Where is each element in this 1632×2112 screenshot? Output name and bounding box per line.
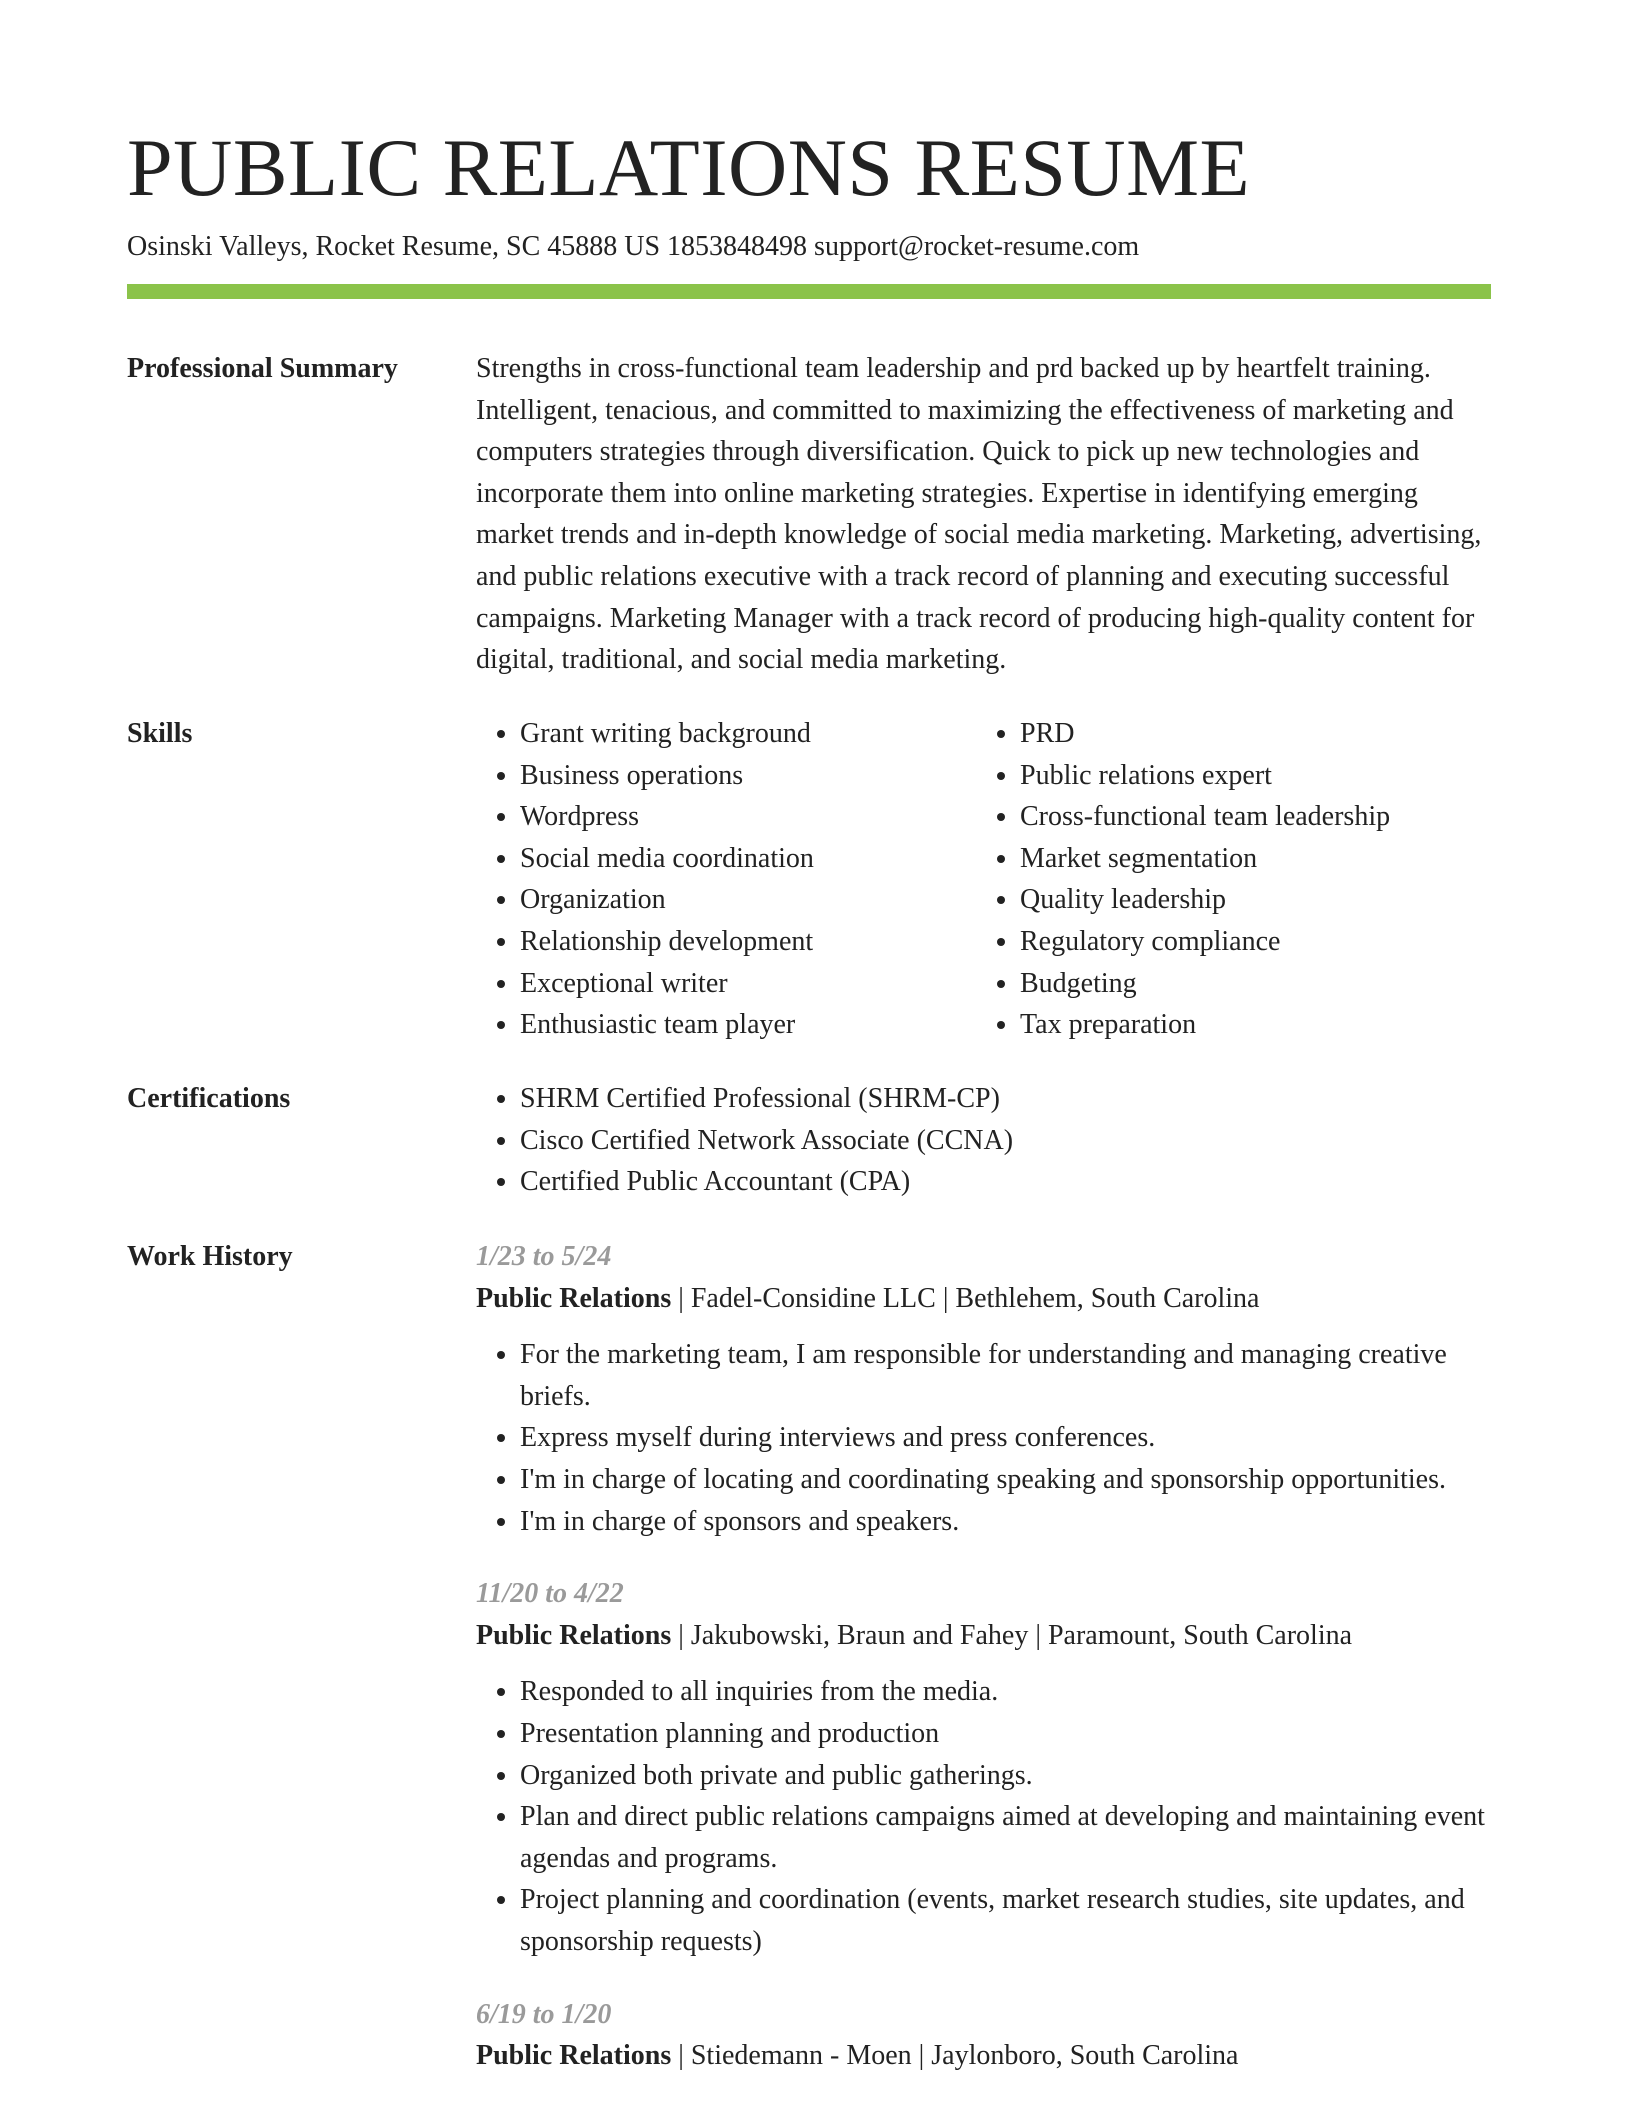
skills-label: Skills — [127, 718, 193, 749]
skill-item: • Exceptional writer — [520, 963, 976, 1005]
job-details: | Stiedemann - Moen | Jaylonboro, South Carolina — [671, 2040, 1239, 2072]
job-entry — [476, 1236, 1491, 1542]
summary-body — [476, 348, 1491, 681]
job-bullet: • Organized both private and public gatherings. — [520, 1755, 1491, 1797]
job-heading — [476, 1278, 1491, 1320]
job-details: | Fadel-Considine LLC | Bethlehem, South Carolina — [671, 1282, 1260, 1314]
job-date: 1/23 to 5/24 — [476, 1241, 612, 1272]
job-bullet: • Presentation planning and production — [520, 1713, 1491, 1755]
skill-item: • Social media coordination — [520, 838, 976, 880]
summary-label: Professional Summary — [127, 353, 398, 384]
job-details: | Jakubowski, Braun and Fahey | Paramount, South Carolina — [671, 1619, 1353, 1651]
job-bullet: • I'm in charge of sponsors and speakers. — [520, 1501, 1491, 1543]
skills-list-right — [976, 713, 1476, 1046]
job-heading — [476, 2035, 1491, 2077]
certification-item: • Certified Public Accountant (CPA) — [520, 1161, 1491, 1203]
job-entry — [476, 1573, 1491, 1962]
skills-list-left — [476, 713, 976, 1046]
job-entry — [476, 1994, 1491, 2077]
skills-column-left — [476, 713, 976, 1046]
job-date: 11/20 to 4/22 — [476, 1578, 624, 1610]
certification-item: • Cisco Certified Network Associate (CCNA) — [520, 1120, 1491, 1162]
work-history-body — [476, 1236, 1491, 2108]
skill-item: • Wordpress — [520, 796, 976, 838]
job-bullet: • Responded to all inquiries from the media. — [520, 1671, 1491, 1713]
skills-column-right — [976, 713, 1476, 1046]
job-bullets — [476, 1334, 1491, 1542]
job-bullet: • Project planning and coordination (events, market research studies, site updates, and sponsorship requests) — [520, 1879, 1491, 1962]
resume-title: PUBLIC RELATIONS RESUME — [127, 122, 1251, 213]
skill-item: • Cross-functional team leadership — [1020, 796, 1476, 838]
skill-item: • Enthusiastic team player — [520, 1004, 976, 1046]
skill-item: • Business operations — [520, 755, 976, 797]
accent-divider — [127, 284, 1491, 299]
skill-item: • Relationship development — [520, 921, 976, 963]
job-bullet: • Plan and direct public relations campaigns aimed at developing and maintaining event agendas and programs. — [520, 1796, 1491, 1879]
job-bullets — [476, 1671, 1491, 1962]
job-title: Public Relations — [476, 1282, 672, 1314]
skill-item: • Regulatory compliance — [1020, 921, 1476, 963]
certification-item: • SHRM Certified Professional (SHRM-CP) — [520, 1078, 1491, 1120]
job-bullet: • I'm in charge of locating and coordinating speaking and sponsorship opportunities. — [520, 1459, 1491, 1501]
skill-item: • Grant writing background — [520, 713, 976, 755]
skill-item: • Quality leadership — [1020, 879, 1476, 921]
job-date: 6/19 to 1/20 — [476, 1998, 612, 2030]
job-heading — [476, 1615, 1491, 1657]
summary-text: Strengths in cross-functional team leadership and prd backed up by heartfelt training. Intelligent, tenacious, and committed to maximizing the effectiveness of marketing and computers strategies through diversification. Quick to pick up new technologies and incorporate them into online marketing strategies. Expertise in identifying emerging market trends and in-depth knowledge of social media marketing. Marketing, advertising, and public relations executive with a track record of planning and executing successful campaigns. Marketing Manager with a track record of producing high-quality content for digital, traditional, and social media marketing. — [476, 353, 1482, 676]
skills-columns — [476, 713, 1491, 1046]
skill-item: • Budgeting — [1020, 963, 1476, 1005]
certifications-label: Certifications — [127, 1083, 291, 1114]
job-title: Public Relations — [476, 2040, 672, 2072]
skill-item: • Organization — [520, 879, 976, 921]
contact-line: Osinski Valleys, Rocket Resume, SC 45888 US 1853848498 support@rocket-resume.com — [127, 231, 1140, 262]
work-history-label: Work History — [127, 1241, 293, 1272]
skill-item: • Public relations expert — [1020, 755, 1476, 797]
skill-item: • Tax preparation — [1020, 1004, 1476, 1046]
certifications-list — [476, 1078, 1491, 1203]
skill-item: • PRD — [1020, 713, 1476, 755]
job-bullet: • For the marketing team, I am responsible for understanding and managing creative briefs. — [520, 1334, 1491, 1417]
job-title: Public Relations — [476, 1619, 672, 1651]
certifications-body — [476, 1078, 1491, 1203]
skill-item: • Market segmentation — [1020, 838, 1476, 880]
job-bullet: • Express myself during interviews and press conferences. — [520, 1417, 1491, 1459]
